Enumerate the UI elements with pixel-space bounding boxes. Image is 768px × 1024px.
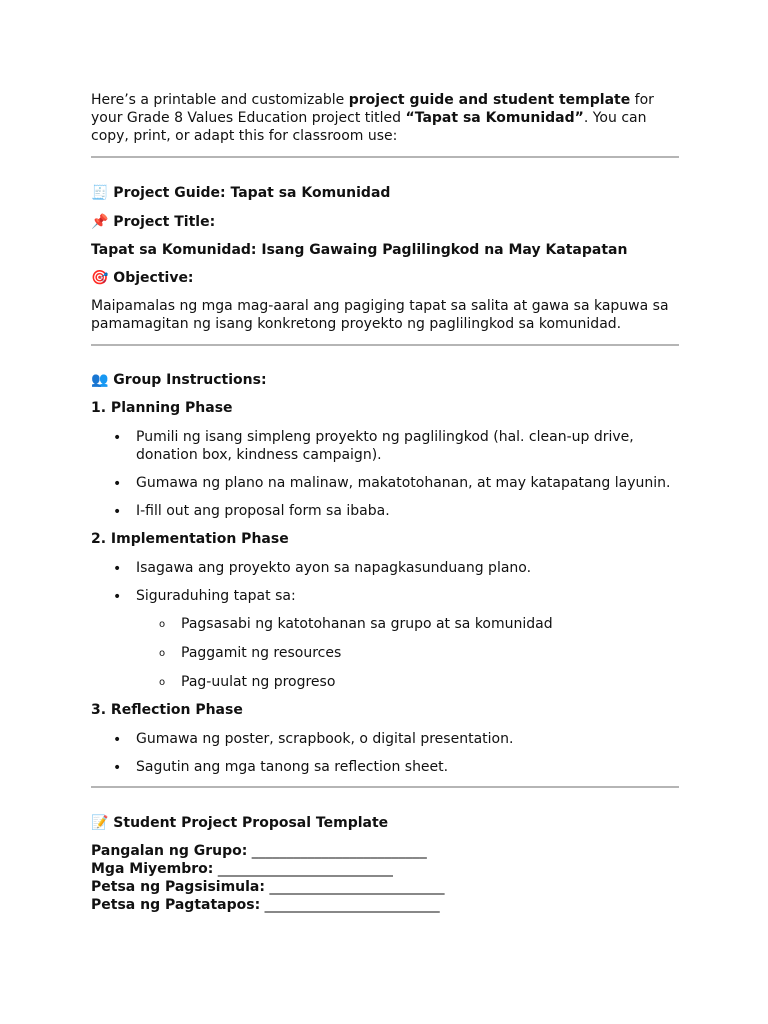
bullet-icon: • <box>113 561 122 577</box>
form-field-end-date <box>91 896 440 914</box>
intro-text-2: for your Grade 8 Values Education project titled <box>91 92 654 126</box>
bullet-icon: • <box>113 760 122 776</box>
sub-bullet-icon: o <box>159 677 166 688</box>
list-item: Gumawa ng poster, scrapbook, o digital presentation. <box>136 731 514 747</box>
divider <box>91 156 679 158</box>
project-title-heading: 📌 Project Title: <box>91 214 216 230</box>
intro-text-3: . You can copy, print, or adapt this for classroom use: <box>91 110 647 144</box>
bullet-icon: • <box>113 504 122 520</box>
field-blank: _________________________ <box>269 879 445 895</box>
field-label: Petsa ng Pagsisimula: <box>91 879 265 895</box>
form-field-members <box>91 860 393 878</box>
instructions-heading: 👥 Group Instructions: <box>91 372 267 388</box>
intro-bold-2: “Tapat sa Komunidad” <box>405 110 584 126</box>
field-blank: _________________________ <box>251 843 427 859</box>
divider <box>91 786 679 788</box>
list-item: Sagutin ang mga tanong sa reflection sheet. <box>136 759 449 775</box>
sub-list-item: Pag-uulat ng progreso <box>181 674 336 690</box>
bullet-icon: • <box>113 430 122 446</box>
phase3-heading: 3. Reflection Phase <box>91 702 243 718</box>
intro-text-1: Here’s a printable and customizable <box>91 92 349 108</box>
sub-list-item: Pagsasabi ng katotohanan sa grupo at sa komunidad <box>181 616 553 632</box>
objective-heading: 🎯 Objective: <box>91 270 194 286</box>
field-label: Pangalan ng Grupo: <box>91 843 248 859</box>
bullet-icon: • <box>113 589 122 605</box>
objective-text: Maipamalas ng mga mag-aaral ang pagiging tapat sa salita at gawa sa kapuwa sa pamamagitan ng isang konkretong proyekto ng paglilingkod sa komunidad. <box>91 298 669 332</box>
project-title: Tapat sa Komunidad: Isang Gawaing Paglilingkod na May Katapatan <box>91 242 628 258</box>
list-item: I-fill out ang proposal form sa ibaba. <box>136 503 390 519</box>
list-item: Gumawa ng plano na malinaw, makatotohanan, at may katapatang layunin. <box>136 475 671 491</box>
intro-paragraph <box>91 91 679 145</box>
field-blank: _________________________ <box>217 861 393 877</box>
bullet-icon: • <box>113 476 122 492</box>
list-item: Pumili ng isang simpleng proyekto ng paglilingkod (hal. clean-up drive, donation box, kindness campaign). <box>136 429 634 463</box>
phase1-heading: 1. Planning Phase <box>91 400 233 416</box>
form-field-group-name <box>91 842 427 860</box>
guide-heading: 🧾 Project Guide: Tapat sa Komunidad <box>91 185 391 201</box>
divider <box>91 344 679 346</box>
field-label: Petsa ng Pagtatapos: <box>91 897 261 913</box>
sub-list-item: Paggamit ng resources <box>181 645 342 661</box>
list-item: Isagawa ang proyekto ayon sa napagkasunduang plano. <box>136 560 532 576</box>
sub-bullet-icon: o <box>159 619 166 630</box>
sub-bullet-icon: o <box>159 648 166 659</box>
phase2-heading: 2. Implementation Phase <box>91 531 289 547</box>
bullet-icon: • <box>113 732 122 748</box>
form-field-start-date <box>91 878 444 896</box>
list-item: Siguraduhing tapat sa: <box>136 588 296 604</box>
intro-bold-1: project guide and student template <box>348 92 631 108</box>
field-blank: _________________________ <box>264 897 440 913</box>
template-heading: 📝 Student Project Proposal Template <box>91 815 389 831</box>
field-label: Mga Miyembro: <box>91 861 214 877</box>
